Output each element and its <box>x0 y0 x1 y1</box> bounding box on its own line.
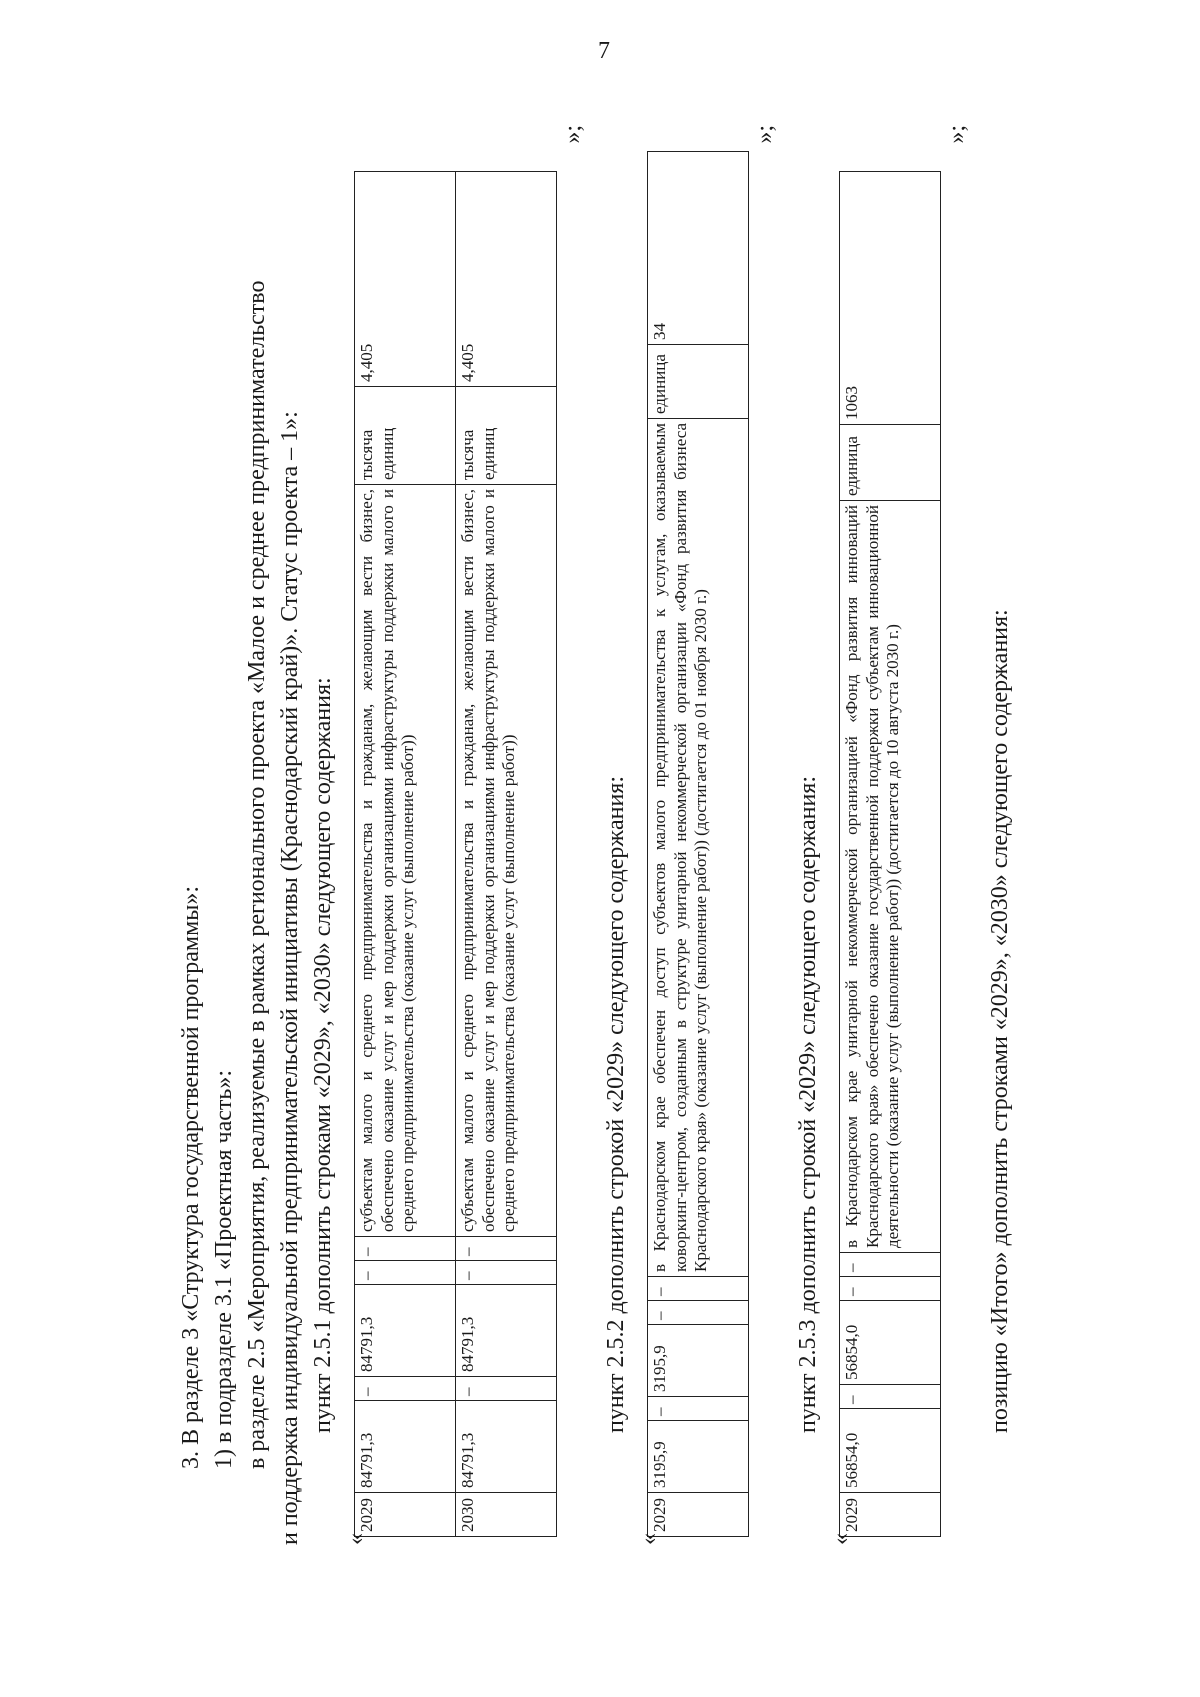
table-row <box>648 152 749 1537</box>
cell-amount-total: 84791,3 <box>456 1401 557 1493</box>
section-2-5-line: в разделе 2.5 «Мероприятия, реализуемые в рамках регионального проекта «Малое и среднее предпринимательство <box>244 280 270 1469</box>
cell-amount-total: 3195,9 <box>648 1421 749 1493</box>
rotated-content <box>175 105 1075 1545</box>
cell-unit: тысяча единиц <box>355 387 456 485</box>
cell-dash: – <box>840 1277 941 1301</box>
close-quote-1: »; <box>560 125 586 144</box>
cell-description: субъектам малого и среднего предпринимательства и гражданам, желающим вести бизнес, обеспечено оказание услуг и мер поддержки организациями инфраструктуры поддержки малого и среднего предпринимательства (оказание услуг (выполнение работ)) <box>355 485 456 1237</box>
table-2-5-2 <box>647 151 749 1537</box>
point-2-5-1-lead: пункт 2.5.1 дополнить строками «2029», «2030» следующего содержания: <box>310 677 336 1433</box>
table-row <box>456 172 557 1537</box>
cell-dash: – <box>456 1237 557 1261</box>
cell-amount-regional: 84791,3 <box>456 1285 557 1377</box>
cell-value: 1063 <box>840 172 941 425</box>
cell-dash: – <box>840 1385 941 1409</box>
open-quote-2: « <box>636 1533 662 1545</box>
cell-unit: единица <box>648 345 749 419</box>
cell-amount-total: 84791,3 <box>355 1401 456 1493</box>
cell-year: 2029 <box>840 1493 941 1537</box>
cell-amount-total: 56854,0 <box>840 1409 941 1493</box>
cell-dash: – <box>648 1397 749 1421</box>
cell-dash: – <box>456 1261 557 1285</box>
open-quote-3: « <box>828 1533 854 1545</box>
cell-value: 4,405 <box>456 172 557 387</box>
subsection-heading: 1) в подразделе 3.1 «Проектная часть»: <box>211 1070 237 1469</box>
cell-year: 2029 <box>648 1493 749 1537</box>
point-2-5-2-lead: пункт 2.5.2 дополнить строкой «2029» следующего содержания: <box>603 775 629 1433</box>
cell-dash: – <box>355 1261 456 1285</box>
section-heading: 3. В разделе 3 «Структура государственной программы»: <box>178 885 204 1469</box>
cell-unit: тысяча единиц <box>456 387 557 485</box>
table-row <box>840 172 941 1537</box>
cell-dash: – <box>648 1301 749 1325</box>
cell-description: субъектам малого и среднего предпринимательства и гражданам, желающим вести бизнес, обеспечено оказание услуг и мер поддержки организациями инфраструктуры поддержки малого и среднего предпринимательства (оказание услуг (выполнение работ)) <box>456 485 557 1237</box>
point-2-5-3-lead: пункт 2.5.3 дополнить строкой «2029» следующего содержания: <box>795 775 821 1433</box>
cell-dash: – <box>840 1253 941 1277</box>
cell-value: 4,405 <box>355 172 456 387</box>
cell-amount-regional: 84791,3 <box>355 1285 456 1377</box>
cell-unit: единица <box>840 425 941 501</box>
cell-description: в Краснодарском крае обеспечен доступ субъектов малого предпринимательства к услугам, оказываемым коворкинг-центром, созданным в структуре унитарной некоммерческой организации «Фонд развития бизнеса Краснодарского края» (оказание услуг (выполнение работ)) (достигается до 01 ноября 2030 г.) <box>648 419 749 1277</box>
open-quote-1: « <box>343 1533 369 1545</box>
close-quote-2: »; <box>752 125 778 144</box>
close-quote-3: »; <box>944 125 970 144</box>
cell-year: 2029 <box>355 1493 456 1537</box>
page-number: 7 <box>598 38 610 64</box>
cell-value: 34 <box>648 152 749 345</box>
cell-amount-regional: 56854,0 <box>840 1301 941 1385</box>
cell-dash: – <box>456 1377 557 1401</box>
section-2-5-line-cont: и поддержка индивидуальной предпринимательской инициативы (Краснодарский край)». Статус проекта – 1»: <box>277 411 303 1545</box>
cell-dash: – <box>355 1237 456 1261</box>
cell-amount-regional: 3195,9 <box>648 1325 749 1397</box>
table-row <box>355 172 456 1537</box>
cell-description: в Краснодарском крае унитарной некоммерческой организацией «Фонд развития инноваций Краснодарского края» обеспечено оказание государственной поддержки субъектам инновационной деятельности (оказание услуг (выполнение работ)) (достигается до 10 августа 2030 г.) <box>840 501 941 1253</box>
itogo-lead: позицию «Итого» дополнить строками «2029», «2030» следующего содержания: <box>987 609 1013 1433</box>
table-2-5-3 <box>839 171 941 1537</box>
cell-dash: – <box>355 1377 456 1401</box>
table-2-5-1 <box>354 171 557 1537</box>
cell-dash: – <box>648 1277 749 1301</box>
cell-year: 2030 <box>456 1493 557 1537</box>
